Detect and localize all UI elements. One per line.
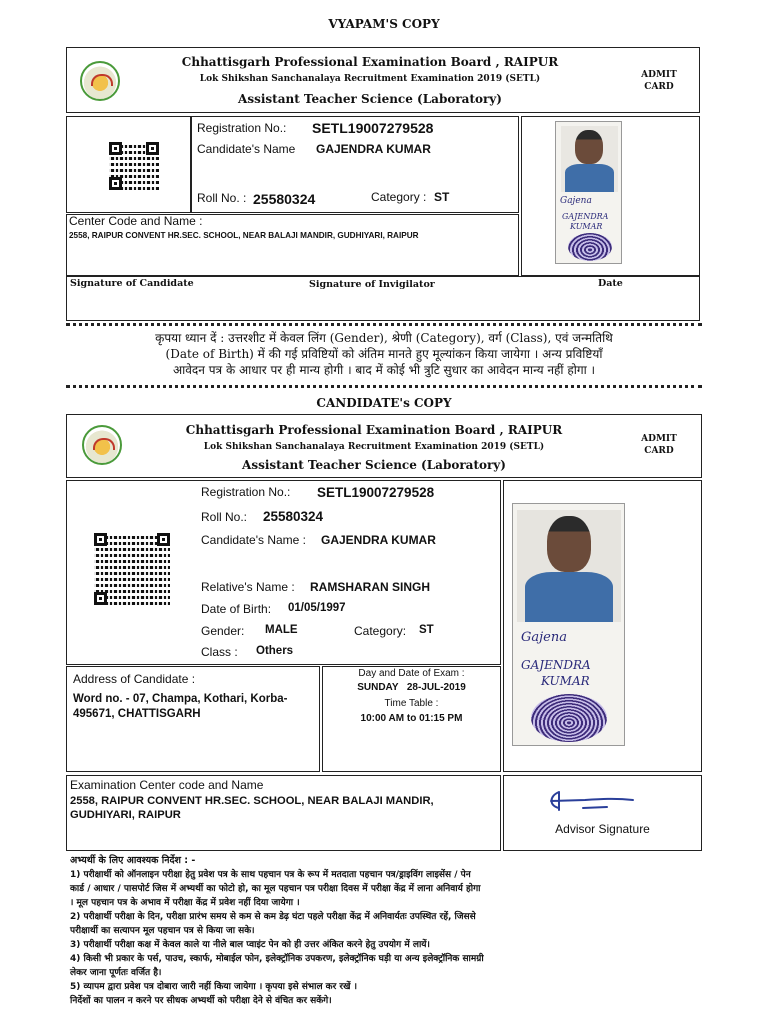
candidate-address-label: Address of Candidate : bbox=[73, 672, 196, 686]
vyapam-admit-label: ADMIT bbox=[641, 70, 677, 80]
board-emblem-icon bbox=[80, 61, 120, 101]
instructions-heading: अभ्यर्थी के लिए आवश्यक निर्देश : - bbox=[70, 855, 196, 866]
instruction-line: 2) परीक्षार्थी परीक्षा के दिन, परीक्षा प्रारंभ समय से कम से कम डेढ़ घंटा पहले परीक्षा केंद्र में अनिवार्यतः उपस्थित रहें, जिससे bbox=[70, 912, 476, 922]
candidate-admit-label: ADMIT bbox=[641, 434, 677, 444]
time-table-label: Time Table : bbox=[384, 698, 439, 709]
vyapam-roll-label: Roll No. : bbox=[197, 191, 247, 205]
candidate-qr-code bbox=[94, 533, 170, 605]
instruction-line: कार्ड / आधार / पासपोर्ट जिस में अभ्यर्थी का फोटो हो, का मूल पहचान पत्र परीक्षा दिवस में परीक्षा केंद्र में लाना अनिवार्य होगा bbox=[70, 884, 481, 894]
exam-date: 28-JUL-2019 bbox=[406, 682, 466, 693]
candidate-category-value: ST bbox=[419, 624, 434, 636]
separator-top bbox=[66, 323, 702, 326]
candidate-post-name: Assistant Teacher Science (Laboratory) bbox=[242, 458, 506, 472]
advisor-signature-mark bbox=[545, 788, 640, 816]
candidate-handwritten-name-2: KUMAR bbox=[541, 674, 590, 688]
instruction-line: 1) परीक्षार्थी को ऑनलाइन परीक्षा हेतु प्रवेश पत्र के साथ पहचान पत्र के रूप में मतदाता पहचान पत्र/ड्राइविंग लाइसेंस / पेन bbox=[70, 870, 471, 880]
vyapam-qr-code bbox=[109, 142, 159, 190]
vyapam-name-label: Candidate's Name bbox=[197, 142, 296, 156]
candidate-reg-label: Registration No.: bbox=[201, 485, 291, 499]
time-table-value: 10:00 AM to 01:15 PM bbox=[360, 713, 463, 724]
vyapam-signature-invigilator-label: Signature of Invigilator bbox=[309, 279, 435, 290]
candidate-thumbprint bbox=[531, 694, 607, 742]
candidate-roll-value: 25580324 bbox=[263, 509, 324, 524]
exam-day-label: Day and Date of Exam : bbox=[358, 668, 465, 679]
instruction-line: लेकर जाना पूर्णतः वर्जित है। bbox=[70, 968, 162, 978]
notice-line-3: आवेदन पत्र के आधार पर ही मान्य होगी । बाद में कोई भी त्रुटि सुधार का आवेदन मान्य नहीं होगा । bbox=[172, 363, 596, 377]
candidate-reg-value: SETL19007279528 bbox=[317, 485, 435, 500]
candidate-class-value: Others bbox=[256, 645, 294, 657]
vyapam-exam-name: Lok Shikshan Sanchanalaya Recruitment Examination 2019 (SETL) bbox=[199, 74, 541, 84]
candidate-photo bbox=[512, 503, 625, 746]
vyapam-center-value: 2558, RAIPUR CONVENT HR.SEC. SCHOOL, NEAR BALAJI MANDIR, GUDHIYARI, RAIPUR bbox=[69, 231, 419, 240]
candidate-card-label: CARD bbox=[644, 446, 674, 456]
candidate-name-value: GAJENDRA KUMAR bbox=[321, 533, 436, 547]
instruction-line: । मूल पहचान पत्र के अभाव में परीक्षा केंद्र में प्रवेश नहीं दिया जायेगा । bbox=[70, 898, 300, 908]
board-emblem-icon-2 bbox=[82, 425, 122, 465]
advisor-signature-label: Advisor Signature bbox=[555, 822, 650, 836]
candidate-center-line-2: GUDHIYARI, RAIPUR bbox=[70, 809, 181, 821]
vyapam-post-name: Assistant Teacher Science (Laboratory) bbox=[238, 92, 502, 106]
candidate-center-line-1: 2558, RAIPUR CONVENT HR.SEC. SCHOOL, NEAR BALAJI MANDIR, bbox=[70, 795, 434, 807]
candidate-dob-value: 01/05/1997 bbox=[288, 602, 346, 614]
vyapam-handwritten-name-2: KUMAR bbox=[570, 222, 603, 231]
vyapam-category-value: ST bbox=[434, 190, 450, 204]
instruction-line: 3) परीक्षार्थी परीक्षा कक्ष में केवल काले या नीले बाल प्वाइंट पेन को ही उत्तर अंकित करने हेतु उपयोग में लायें। bbox=[70, 940, 430, 950]
candidate-relative-value: RAMSHARAN SINGH bbox=[310, 580, 430, 594]
vyapam-handwritten-name-1: GAJENDRA bbox=[562, 212, 609, 221]
vyapam-card-label: CARD bbox=[644, 82, 674, 92]
vyapam-date-label: Date bbox=[598, 278, 623, 289]
candidate-address-line-2: 495671, CHATTISGARH bbox=[73, 708, 201, 720]
candidate-handwritten-name-1: GAJENDRA bbox=[521, 658, 591, 672]
exam-day: SUNDAY bbox=[357, 682, 399, 693]
candidate-class-label: Class : bbox=[201, 645, 238, 659]
candidate-dob-label: Date of Birth: bbox=[201, 602, 272, 616]
notice-line-2: (Date of Birth) में की गई प्रविष्टियों को अंतिम मानते हुए मूल्यांकन किया जायेगा । अन्य प्रविष्टियाँ bbox=[165, 347, 603, 361]
vyapam-roll-value: 25580324 bbox=[253, 191, 316, 207]
notice-line-1: कृपया ध्यान दें : उत्तरशीट में केवल लिंग (Gender), श्रेणी (Category), वर्ग (Class), एवं जन्मतिथि bbox=[155, 331, 613, 345]
candidate-board-name: Chhattisgarh Professional Examination Board , RAIPUR bbox=[185, 423, 563, 437]
candidate-address-line-1: Word no. - 07, Champa, Kothari, Korba- bbox=[73, 693, 288, 705]
candidate-handwritten-signature: Gajena bbox=[521, 630, 567, 645]
candidate-category-label: Category: bbox=[354, 624, 407, 638]
vyapam-thumbprint bbox=[568, 233, 612, 261]
instruction-line: 5) व्यापम द्वारा प्रवेश पत्र दोबारा जारी नहीं किया जायेगा । कृपया इसे संभाल कर रखें । bbox=[70, 982, 357, 992]
vyapam-copy-title: VYAPAM'S COPY bbox=[328, 17, 440, 31]
separator-bottom bbox=[66, 385, 702, 388]
instruction-line: परीक्षार्थी का सत्यापन मूल पहचान पत्र से किया जा सके। bbox=[70, 926, 255, 936]
vyapam-center-label: Center Code and Name : bbox=[69, 214, 203, 228]
vyapam-reg-label: Registration No.: bbox=[197, 121, 287, 135]
exam-day-date bbox=[322, 682, 501, 693]
vyapam-candidate-photo bbox=[555, 121, 622, 264]
vyapam-handwritten-signature: Gajena bbox=[560, 196, 592, 206]
vyapam-category-label: Category : bbox=[371, 190, 427, 204]
candidate-relative-label: Relative's Name : bbox=[201, 580, 295, 594]
instruction-line: निर्देशों का पालन न करने पर सीधक अभ्यर्थी को परीक्षा देने से वंचित कर सकेंगे। bbox=[70, 996, 332, 1006]
candidate-name-label: Candidate's Name : bbox=[201, 533, 307, 547]
candidate-copy-title: CANDIDATE's COPY bbox=[316, 396, 452, 410]
vyapam-board-name: Chhattisgarh Professional Examination Board , RAIPUR bbox=[181, 55, 559, 69]
instruction-line: 4) किसी भी प्रकार के पर्स, पाउच, स्कार्फ, मोबाईल फोन, इलेक्ट्रॉनिक उपकरण, इलेक्ट्रॉनिक घड़ी या अन्य इलेक्ट्रॉनिक सामग्री bbox=[70, 954, 484, 964]
candidate-gender-label: Gender: bbox=[201, 624, 245, 638]
candidate-gender-value: MALE bbox=[265, 624, 298, 636]
vyapam-reg-value: SETL19007279528 bbox=[312, 120, 434, 136]
vyapam-signature-candidate-label: Signature of Candidate bbox=[70, 278, 194, 289]
candidate-exam-name: Lok Shikshan Sanchanalaya Recruitment Examination 2019 (SETL) bbox=[203, 442, 545, 452]
candidate-roll-label: Roll No.: bbox=[201, 510, 248, 524]
candidate-center-label: Examination Center code and Name bbox=[70, 778, 264, 792]
vyapam-name-value: GAJENDRA KUMAR bbox=[316, 142, 431, 156]
